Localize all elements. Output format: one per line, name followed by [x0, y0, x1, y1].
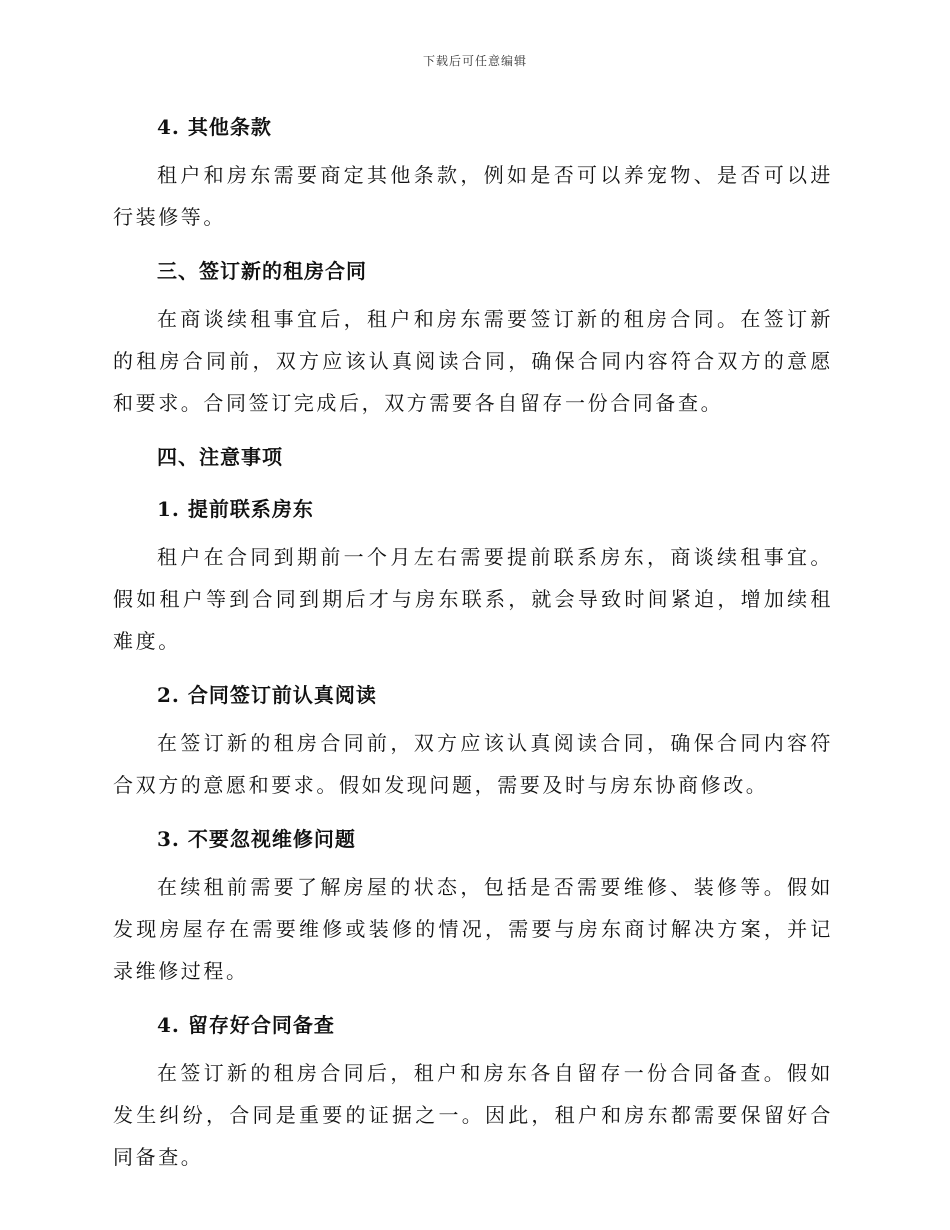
- section-heading-keep-contract: 4. 留存好合同备查: [157, 1013, 335, 1037]
- section-heading-sign-contract: 三、签订新的租房合同: [157, 259, 367, 283]
- section-paragraph-repair-issues: 在续租前需要了解房屋的状态，包括是否需要维修、装修等。假如发现房屋存在需要维修或装修的情况，需要与房东商讨解决方案，并记录维修过程。: [113, 875, 833, 983]
- section-paragraph-sign-contract: 在商谈续租事宜后，租户和房东需要签订新的租房合同。在签订新的租房合同前，双方应该认真阅读合同，确保合同内容符合双方的意愿和要求。合同签订完成后，双方需要各自留存一份合同备查。: [113, 307, 833, 415]
- section-heading-repair-issues: 3. 不要忽视维修问题: [157, 827, 356, 851]
- section-heading-read-contract: 2. 合同签订前认真阅读: [157, 683, 377, 707]
- document-body: [113, 112, 833, 1178]
- section-heading-other-terms: 4. 其他条款: [157, 115, 272, 139]
- section-paragraph-contact-landlord: 租户在合同到期前一个月左右需要提前联系房东，商谈续租事宜。假如租户等到合同到期后才与房东联系，就会导致时间紧迫，增加续租难度。: [113, 545, 833, 653]
- section-paragraph-keep-contract: 在签订新的租房合同后，租户和房东各自留存一份合同备查。假如发生纠纷，合同是重要的证据之一。因此，租户和房东都需要保留好合同备查。: [113, 1061, 833, 1169]
- section-paragraph-read-contract: 在签订新的租房合同前，双方应该认真阅读合同，确保合同内容符合双方的意愿和要求。假如发现问题，需要及时与房东协商修改。: [113, 731, 833, 797]
- section-paragraph-other-terms: 租户和房东需要商定其他条款，例如是否可以养宠物、是否可以进行装修等。: [113, 163, 833, 229]
- section-heading-contact-landlord: 1. 提前联系房东: [157, 497, 314, 521]
- section-heading-notes: 四、注意事项: [157, 445, 283, 469]
- page-header: 下载后可任意编辑: [422, 54, 527, 68]
